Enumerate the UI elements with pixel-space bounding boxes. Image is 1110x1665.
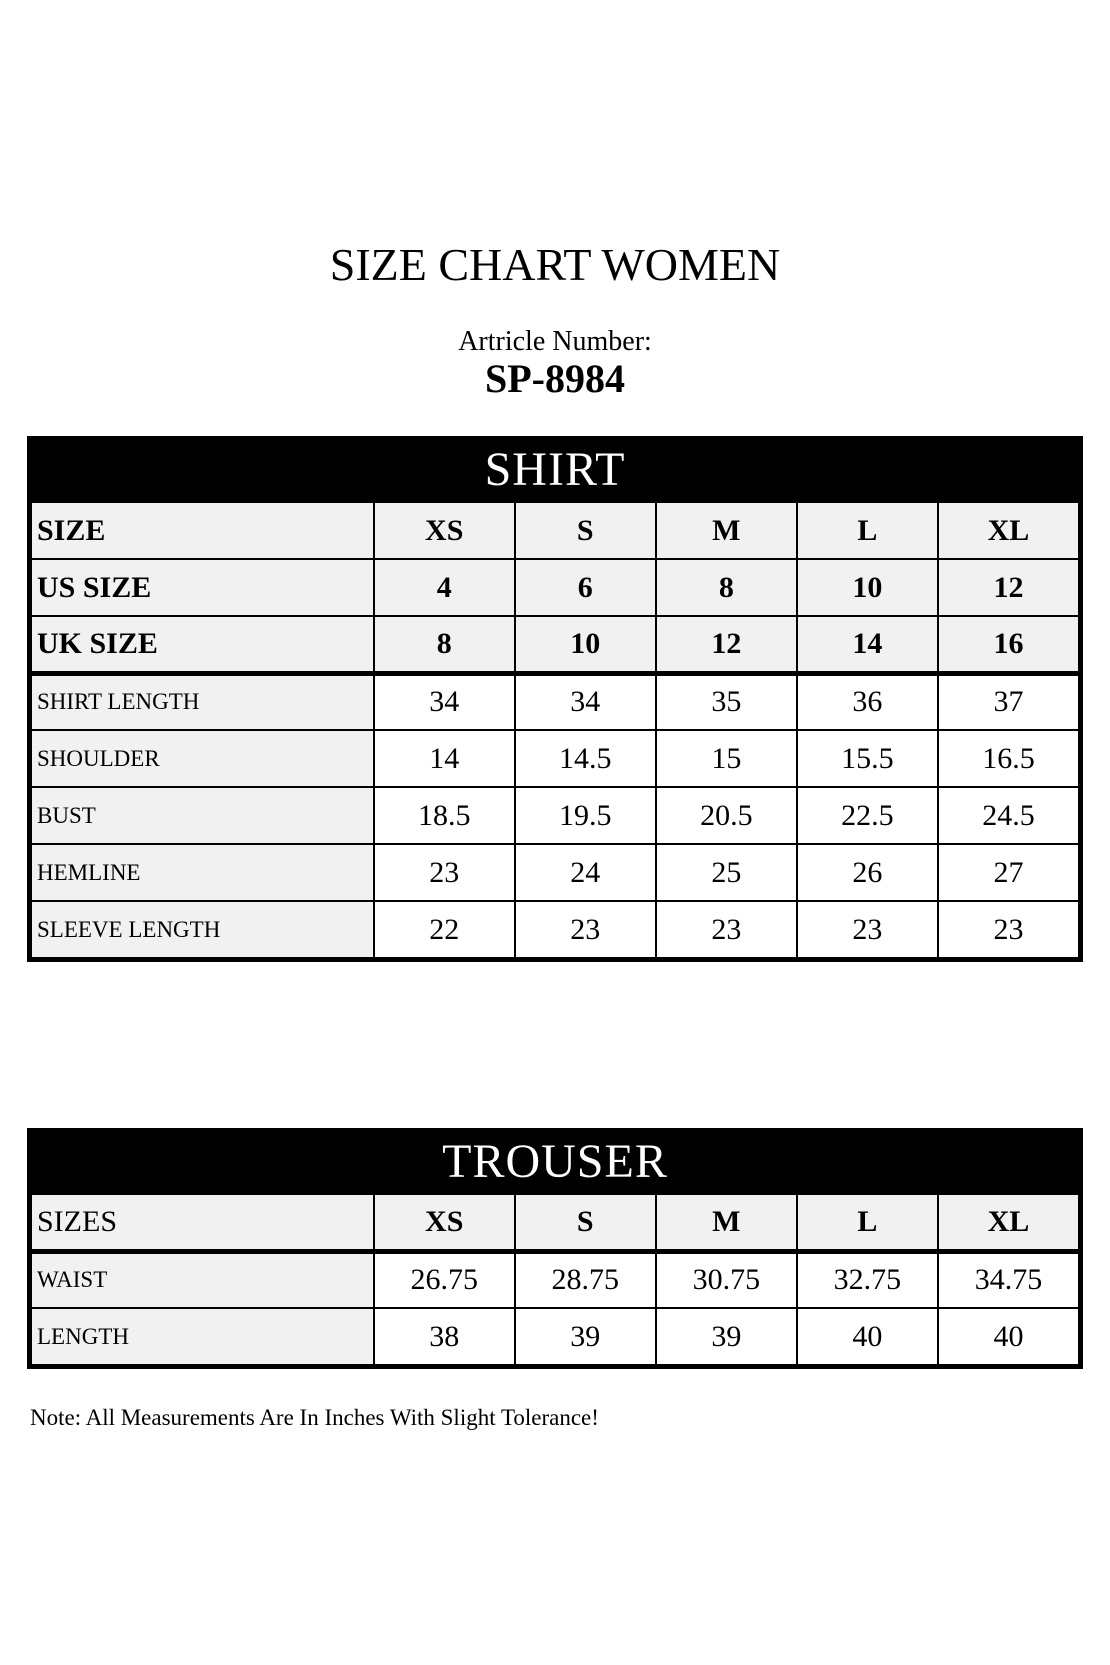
size-header-cell: XS xyxy=(374,1194,515,1251)
value-cell: 19.5 xyxy=(515,787,656,844)
shirt-table xyxy=(30,501,1080,959)
value-cell: 40 xyxy=(797,1308,938,1365)
value-cell: 8 xyxy=(656,559,797,616)
value-cell: 28.75 xyxy=(515,1251,656,1308)
trouser-table-title: TROUSER xyxy=(30,1131,1080,1193)
value-cell: 34 xyxy=(515,673,656,730)
table-row xyxy=(31,787,1079,844)
value-cell: 22 xyxy=(374,901,515,958)
value-cell: 35 xyxy=(656,673,797,730)
value-cell: 38 xyxy=(374,1308,515,1365)
table-row xyxy=(31,1308,1079,1365)
measurement-note: Note: All Measurements Are In Inches With Slight Tolerance! xyxy=(30,1405,599,1430)
value-cell: 10 xyxy=(797,559,938,616)
value-cell: 14 xyxy=(797,616,938,673)
value-cell: 22.5 xyxy=(797,787,938,844)
row-label-cell: HEMLINE xyxy=(31,844,374,901)
row-label-cell: LENGTH xyxy=(31,1308,374,1365)
size-header-cell: M xyxy=(656,1194,797,1251)
value-cell: 36 xyxy=(797,673,938,730)
size-header-cell: XL xyxy=(938,502,1079,559)
value-cell: 39 xyxy=(656,1308,797,1365)
size-header-cell: L xyxy=(797,502,938,559)
value-cell: 24 xyxy=(515,844,656,901)
table-row xyxy=(31,1251,1079,1308)
size-header-cell: M xyxy=(656,502,797,559)
value-cell: 4 xyxy=(374,559,515,616)
row-label-cell: WAIST xyxy=(31,1251,374,1308)
value-cell: 24.5 xyxy=(938,787,1079,844)
row-label-cell: SHOULDER xyxy=(31,730,374,787)
value-cell: 37 xyxy=(938,673,1079,730)
table-row xyxy=(31,616,1079,673)
value-cell: 23 xyxy=(938,901,1079,958)
value-cell: 10 xyxy=(515,616,656,673)
table-row xyxy=(31,559,1079,616)
value-cell: 23 xyxy=(656,901,797,958)
value-cell: 14.5 xyxy=(515,730,656,787)
value-cell: 23 xyxy=(374,844,515,901)
row-label-cell: US SIZE xyxy=(31,559,374,616)
table-row xyxy=(31,901,1079,958)
value-cell: 26 xyxy=(797,844,938,901)
value-cell: 23 xyxy=(515,901,656,958)
value-cell: 6 xyxy=(515,559,656,616)
table-row xyxy=(31,673,1079,730)
shirt-size-table xyxy=(27,436,1083,962)
page-title: SIZE CHART WOMEN xyxy=(329,239,781,290)
size-header-cell: XS xyxy=(374,502,515,559)
table-row xyxy=(31,1194,1079,1251)
article-number-value: SP-8984 xyxy=(485,356,625,401)
value-cell: 26.75 xyxy=(374,1251,515,1308)
row-label-cell: UK SIZE xyxy=(31,616,374,673)
row-label-cell: SIZE xyxy=(31,502,374,559)
value-cell: 8 xyxy=(374,616,515,673)
value-cell: 34.75 xyxy=(938,1251,1079,1308)
size-header-cell: XL xyxy=(938,1194,1079,1251)
value-cell: 18.5 xyxy=(374,787,515,844)
size-header-cell: S xyxy=(515,1194,656,1251)
table-row xyxy=(31,502,1079,559)
value-cell: 30.75 xyxy=(656,1251,797,1308)
table-row xyxy=(31,844,1079,901)
value-cell: 40 xyxy=(938,1308,1079,1365)
row-label-cell: SIZES xyxy=(31,1194,374,1251)
value-cell: 34 xyxy=(374,673,515,730)
value-cell: 16 xyxy=(938,616,1079,673)
article-number-label: Artricle Number: xyxy=(458,326,652,357)
value-cell: 12 xyxy=(656,616,797,673)
trouser-table xyxy=(30,1193,1080,1366)
value-cell: 23 xyxy=(797,901,938,958)
trouser-size-table xyxy=(27,1128,1083,1369)
table-row xyxy=(31,730,1079,787)
value-cell: 16.5 xyxy=(938,730,1079,787)
value-cell: 25 xyxy=(656,844,797,901)
row-label-cell: SHIRT LENGTH xyxy=(31,673,374,730)
value-cell: 12 xyxy=(938,559,1079,616)
value-cell: 39 xyxy=(515,1308,656,1365)
value-cell: 27 xyxy=(938,844,1079,901)
value-cell: 15.5 xyxy=(797,730,938,787)
value-cell: 15 xyxy=(656,730,797,787)
row-label-cell: BUST xyxy=(31,787,374,844)
row-label-cell: SLEEVE LENGTH xyxy=(31,901,374,958)
value-cell: 14 xyxy=(374,730,515,787)
value-cell: 20.5 xyxy=(656,787,797,844)
size-header-cell: S xyxy=(515,502,656,559)
shirt-table-title: SHIRT xyxy=(30,439,1080,501)
size-header-cell: L xyxy=(797,1194,938,1251)
value-cell: 32.75 xyxy=(797,1251,938,1308)
